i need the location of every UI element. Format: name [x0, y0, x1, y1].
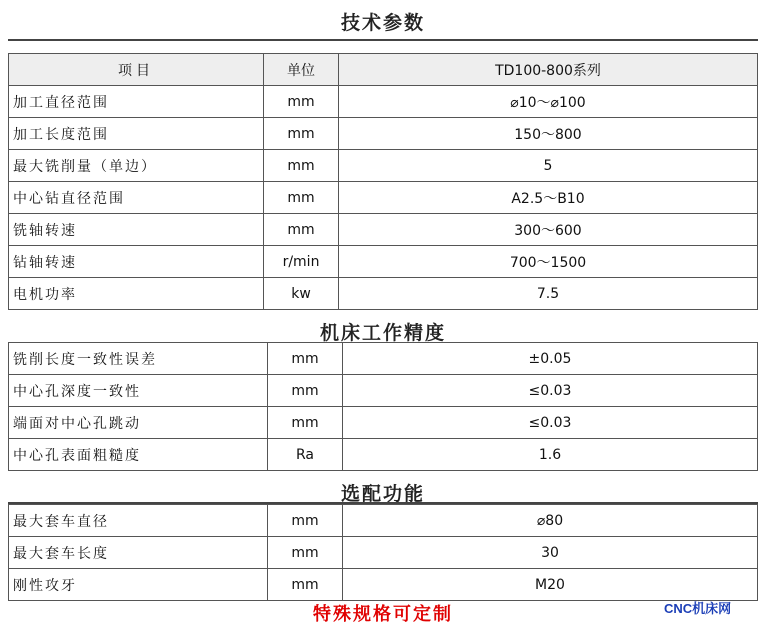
row-label: 中心钻直径范围 [9, 182, 264, 214]
row-value: M20 [343, 569, 758, 601]
table-row [9, 246, 758, 278]
table-row [9, 150, 758, 182]
row-value: 150～800 [339, 118, 758, 150]
table-row [9, 407, 758, 439]
precision-table [8, 342, 758, 471]
row-label: 钻轴转速 [9, 246, 264, 278]
table-row [9, 375, 758, 407]
row-label: 加工长度范围 [9, 118, 264, 150]
row-label: 铣轴转速 [9, 214, 264, 246]
table-row [9, 505, 758, 537]
row-value: ⌀80 [343, 505, 758, 537]
row-unit: mm [264, 214, 339, 246]
tech-table [8, 53, 758, 310]
row-unit: r/min [264, 246, 339, 278]
row-unit: mm [268, 343, 343, 375]
row-value: 1.6 [343, 439, 758, 471]
row-label: 最大套车直径 [9, 505, 268, 537]
precision-title: 机床工作精度 [319, 322, 446, 344]
row-value: ±0.05 [343, 343, 758, 375]
row-unit: mm [264, 118, 339, 150]
header-unit: 单位 [264, 54, 339, 86]
tech-header-row [9, 54, 758, 86]
custom-spec-note: 特殊规格可定制 [313, 604, 453, 625]
row-label: 中心孔深度一致性 [9, 375, 268, 407]
row-unit: mm [268, 537, 343, 569]
row-label: 铣削长度一致性误差 [9, 343, 268, 375]
table-row [9, 182, 758, 214]
row-value: 5 [339, 150, 758, 182]
row-value: 7.5 [339, 278, 758, 310]
row-value: ≤0.03 [343, 407, 758, 439]
table-row [9, 214, 758, 246]
row-unit: kw [264, 278, 339, 310]
row-unit: mm [264, 182, 339, 214]
row-unit: mm [268, 407, 343, 439]
row-value: A2.5～B10 [339, 182, 758, 214]
table-row [9, 569, 758, 601]
row-label: 电机功率 [9, 278, 264, 310]
tech-title-rule [8, 39, 758, 41]
options-title: 选配功能 [340, 483, 425, 505]
site-watermark: CNC机床网 [664, 601, 732, 616]
row-label: 加工直径范围 [9, 86, 264, 118]
table-row [9, 86, 758, 118]
row-unit: mm [264, 150, 339, 182]
row-value: 700～1500 [339, 246, 758, 278]
tech-title: 技术参数 [340, 12, 425, 34]
table-row [9, 118, 758, 150]
row-unit: mm [264, 86, 339, 118]
row-value: 300～600 [339, 214, 758, 246]
row-label: 端面对中心孔跳动 [9, 407, 268, 439]
options-table [8, 504, 758, 601]
table-row [9, 537, 758, 569]
header-item: 项目 [9, 54, 264, 86]
table-row [9, 278, 758, 310]
row-label: 中心孔表面粗糙度 [9, 439, 268, 471]
table-row [9, 343, 758, 375]
row-value: ⌀10～⌀100 [339, 86, 758, 118]
row-unit: Ra [268, 439, 343, 471]
row-unit: mm [268, 569, 343, 601]
row-label: 最大铣削量（单边） [9, 150, 264, 182]
header-series: TD100-800系列 [339, 54, 758, 86]
row-unit: mm [268, 375, 343, 407]
row-value: 30 [343, 537, 758, 569]
row-label: 刚性攻牙 [9, 569, 268, 601]
row-unit: mm [268, 505, 343, 537]
table-row [9, 439, 758, 471]
row-label: 最大套车长度 [9, 537, 268, 569]
row-value: ≤0.03 [343, 375, 758, 407]
